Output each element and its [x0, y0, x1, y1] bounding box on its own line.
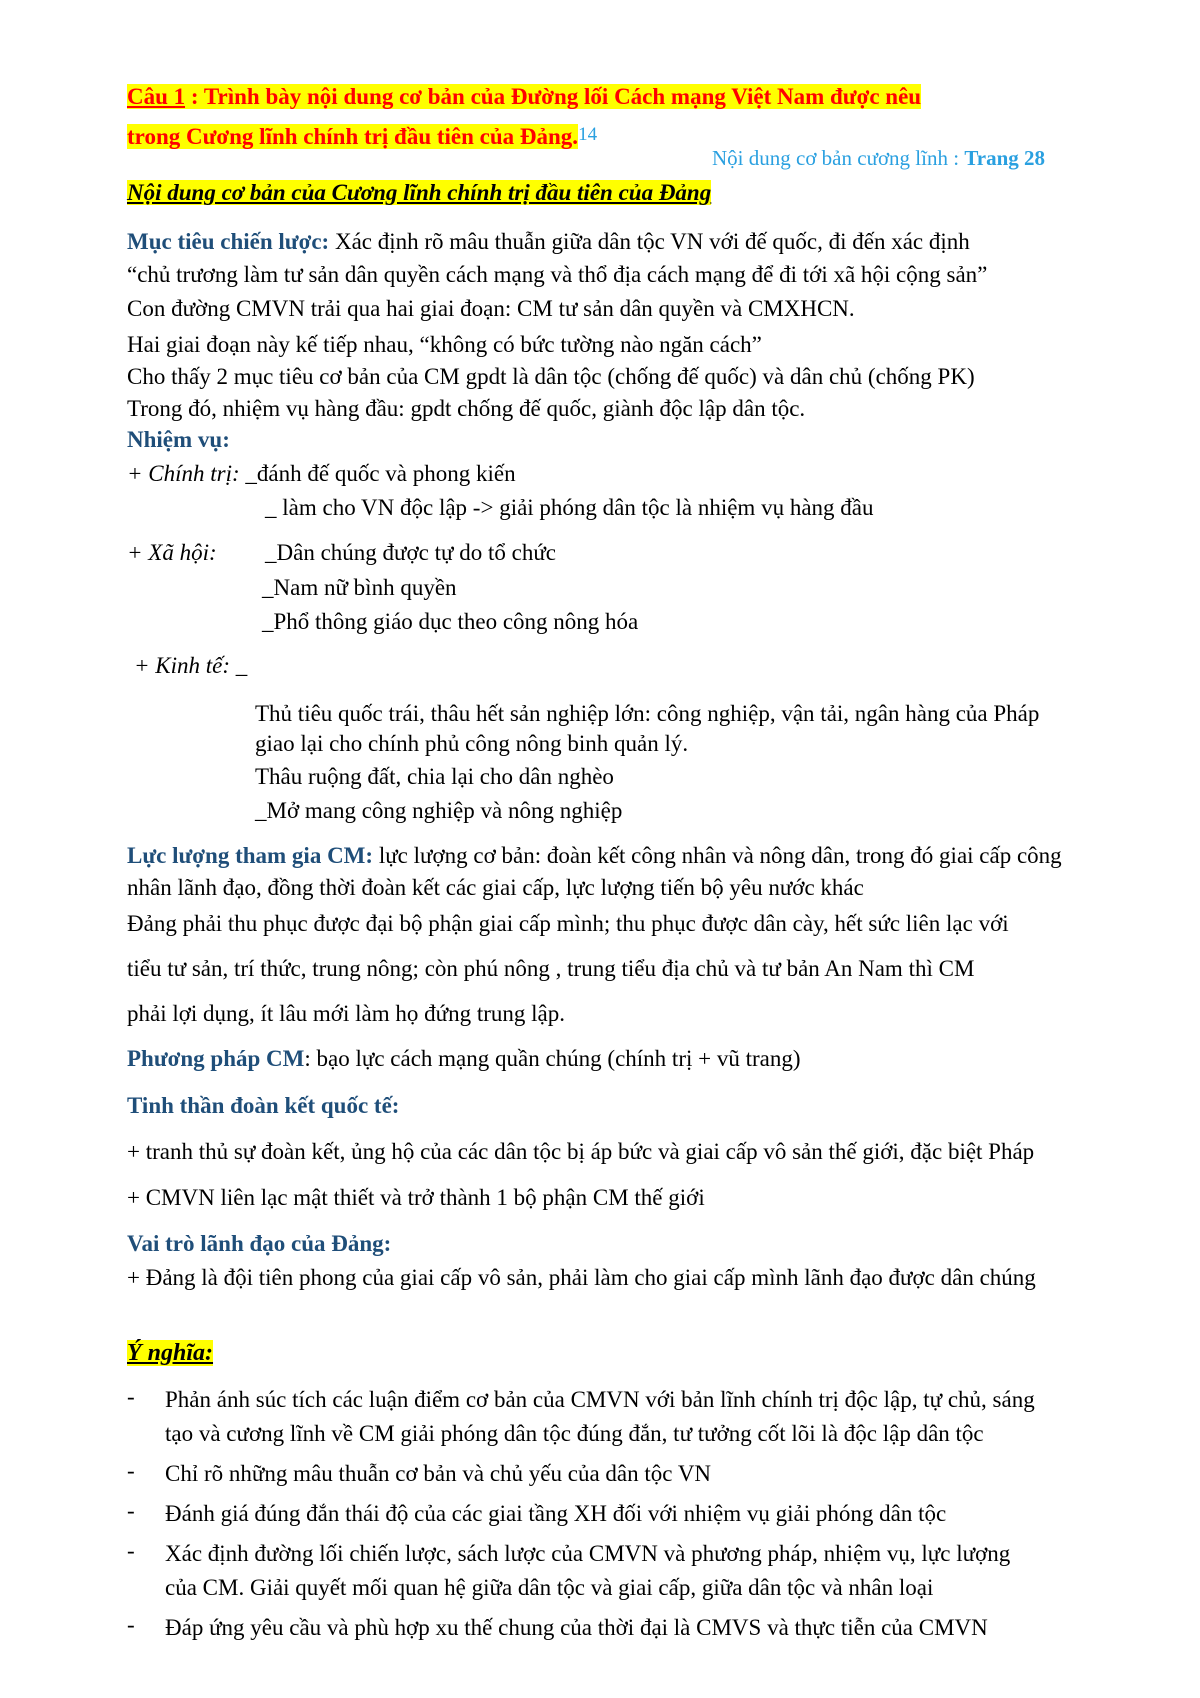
section-title-text: Nội dung cơ bản của Cương lĩnh chính trị đầu tiên của Đảng [127, 180, 712, 205]
question-sep: : [185, 84, 204, 109]
luc-luong-label: Lực lượng tham gia CM: [127, 843, 374, 868]
kinh-te-line [134, 650, 247, 682]
chinh-tri-label: + Chính trị: [127, 461, 240, 486]
chinh-tri-line-1 [127, 458, 516, 490]
y-nghia-item-2: Chỉ rõ những mâu thuẫn cơ bản và chủ yếu của dân tộc VN [165, 1461, 712, 1486]
tinh-than-line-2: + CMVN liên lạc mật thiết và trở thành 1 bộ phận CM thế giới [127, 1185, 705, 1210]
luc-luong-line-3: Đảng phải thu phục được đại bộ phận giai cấp mình; thu phục được dân cày, hết sức liên lạc với [127, 911, 1009, 936]
question-line-2 [127, 124, 597, 150]
vai-tro-line-1: + Đảng là đội tiên phong của giai cấp vô sản, phải làm cho giai cấp mình lãnh đạo được dân chúng [127, 1265, 1036, 1290]
y-nghia-title [127, 1340, 213, 1367]
y-nghia-item-3: Đánh giá đúng đắn thái độ của các giai tầng XH đối với nhiệm vụ giải phóng dân tộc [165, 1501, 947, 1526]
question-label: Câu 1 [127, 84, 186, 109]
question-text-1: Trình bày nội dung cơ bản của Đường lối Cách mạng Việt Nam được nêu [203, 84, 922, 109]
bullet-dash: - [127, 1384, 135, 1409]
kinh-te-label: + Kinh tế: [134, 653, 231, 678]
phuong-phap-label: Phương pháp CM [127, 1046, 305, 1071]
kinh-te-item-2: Thâu ruộng đất, chia lại cho dân nghèo [255, 764, 614, 789]
nhiem-vu-label: Nhiệm vụ: [127, 427, 230, 452]
muc-tieu-line-3: Con đường CMVN trải qua hai giai đoạn: CM tư sản dân quyền và CMXHCN. [127, 296, 855, 321]
luc-luong-line-5: phải lợi dụng, ít lâu mới làm họ đứng trung lập. [127, 1001, 565, 1026]
muc-tieu-label: Mục tiêu chiến lược: [127, 229, 330, 254]
vai-tro-label: Vai trò lãnh đạo của Đảng: [127, 1231, 392, 1256]
muc-tieu-line-1 [127, 226, 970, 258]
bullet-dash: - [127, 1458, 135, 1483]
luc-luong-line-1 [127, 840, 1062, 872]
muc-tieu-line-6: Trong đó, nhiệm vụ hàng đầu: gpdt chống đế quốc, giành độc lập dân tộc. [127, 396, 806, 421]
luc-luong-text-1: lực lượng cơ bản: đoàn kết công nhân và nông dân, trong đó giai cấp công [373, 843, 1062, 868]
kinh-te-item-3: _Mở mang công nghiệp và nông nghiệp [255, 798, 623, 823]
y-nghia-item-1: Phản ánh súc tích các luận điểm cơ bản của CMVN với bản lĩnh chính trị độc lập, tự chủ, sáng [165, 1387, 1035, 1412]
chinh-tri-line-2: _ làm cho VN độc lập -> giải phóng dân tộc là nhiệm vụ hàng đầu [265, 495, 874, 520]
y-nghia-item-1-cont: tạo và cương lĩnh về CM giải phóng dân tộc đúng đắn, tư tưởng cốt lõi là độc lập dân tộc [165, 1421, 984, 1446]
chinh-tri-text-1: _đánh đế quốc và phong kiến [239, 461, 516, 486]
xa-hoi-line-1: _Dân chúng được tự do tổ chức [265, 540, 556, 565]
bullet-dash: - [127, 1538, 135, 1563]
page-note [712, 146, 1045, 171]
y-nghia-item-5: Đáp ứng yêu cầu và phù hợp xu thế chung của thời đại là CMVS và thực tiễn của CMVN [165, 1615, 988, 1640]
xa-hoi-line-2: _Nam nữ bình quyền [262, 575, 457, 600]
kinh-te-item-1: Thủ tiêu quốc trái, thâu hết sản nghiệp lớn: công nghiệp, vận tải, ngân hàng của Pháp [255, 701, 1040, 726]
kinh-te-item-1b: giao lại cho chính phủ công nông binh quản lý. [255, 731, 689, 756]
muc-tieu-text-1: Xác định rõ mâu thuẫn giữa dân tộc VN với đế quốc, đi đến xác định [329, 229, 970, 254]
phuong-phap-text: : bạo lực cách mạng quần chúng (chính trị + vũ trang) [304, 1046, 801, 1071]
bullet-dash: - [127, 1612, 135, 1637]
section-title [127, 180, 711, 206]
luc-luong-line-4: tiểu tư sản, trí thức, trung nông; còn phú nông , trung tiểu địa chủ và tư bản An Nam thì CM [127, 956, 975, 981]
tinh-than-line-1: + tranh thủ sự đoàn kết, ủng hộ của các dân tộc bị áp bức và giai cấp vô sản thế giới, đặc biệt Pháp [127, 1139, 1035, 1164]
xa-hoi-label: + Xã hội: [127, 540, 217, 565]
xa-hoi-line-3: _Phổ thông giáo dục theo công nông hóa [262, 609, 639, 634]
page-note-page: Trang 28 [964, 146, 1046, 170]
y-nghia-item-4: Xác định đường lối chiến lược, sách lược của CMVN và phương pháp, nhiệm vụ, lực lượng [165, 1541, 1011, 1566]
page-note-text: Nội dung cơ bản cương lĩnh : [712, 146, 965, 170]
y-nghia-title-text: Ý nghĩa: [127, 1340, 214, 1366]
muc-tieu-line-4: Hai giai đoạn này kế tiếp nhau, “không có bức tường nào ngăn cách” [127, 332, 762, 357]
muc-tieu-line-2: “chủ trương làm tư sản dân quyền cách mạng và thổ địa cách mạng để đi tới xã hội cộng sản” [127, 262, 988, 287]
y-nghia-item-4-cont: của CM. Giải quyết mối quan hệ giữa dân tộc và giai cấp, giữa dân tộc và nhân loại [165, 1575, 934, 1600]
phuong-phap-line [127, 1043, 801, 1075]
muc-tieu-line-5: Cho thấy 2 mục tiêu cơ bản của CM gpdt là dân tộc (chống đế quốc) và dân chủ (chống PK) [127, 364, 975, 389]
question-line-1 [127, 84, 921, 110]
luc-luong-line-2: nhân lãnh đạo, đồng thời đoàn kết các giai cấp, lực lượng tiến bộ yêu nước khác [127, 875, 864, 900]
question-superscript: 14 [578, 124, 598, 145]
tinh-than-label: Tinh thần đoàn kết quốc tế: [127, 1093, 400, 1118]
bullet-dash: - [127, 1498, 135, 1523]
question-text-2: trong Cương lĩnh chính trị đầu tiên của Đảng. [127, 124, 579, 149]
kinh-te-dash: _ [230, 653, 248, 678]
